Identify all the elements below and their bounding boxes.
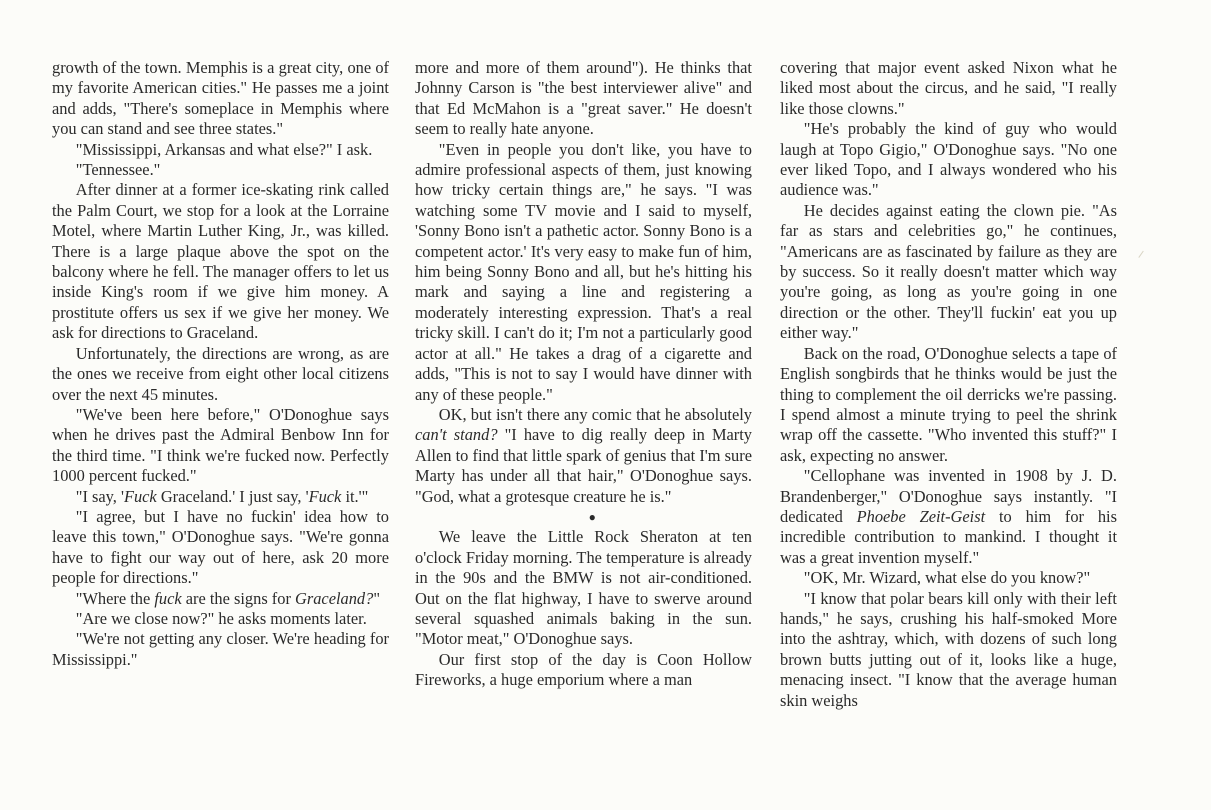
italic-text: fuck	[154, 588, 182, 608]
paragraph	[780, 466, 1117, 568]
text-run: "Where the	[75, 588, 155, 608]
text-run: "I have to dig really deep in Marty Allen to find that little spark of genius that I'm sure Marty has under all that hair," O'Donoghue says. "God, what a grotesque creature he is."	[415, 425, 752, 506]
text-run: "Cellophane was invented in 1908 by J. D. Brandenberger," O'Donoghue says instantly. "I dedicated	[780, 466, 1117, 526]
paragraph	[52, 140, 389, 160]
text-run: "I know that polar bears kill only with their left hands," he says, crushing his half-smoked More into the ashtray, which, with dozens of such long brown butts jutting out of it, looks like a huge, menacing insect. "I know that the average human skin weighs	[780, 588, 1117, 710]
text-run: growth of the town. Memphis is a great city, one of my favorite American cities." He passes me a joint and adds, "There's someplace in Memphis where you can stand and see three states."	[52, 58, 389, 139]
italic-text: Graceland?	[295, 588, 374, 608]
text-run: He decides against eating the clown pie. "As far as stars and celebrities go," he continues, "Americans are as fascinated by failure as they are by success. So it really doesn't matter which way you're going, as long as you're going in one direction or the other. They'll fuckin' eat you up either way."	[780, 200, 1117, 343]
paragraph	[780, 119, 1117, 201]
text-run: "I agree, but I have no fuckin' idea how to leave this town," O'Donoghue says. "We're gonna have to fight our way out of here, ask 20 more people for directions."	[52, 506, 389, 588]
text-run: "We've been here before," O'Donoghue says when he drives past the Admiral Benbow Inn for the third time. "I think we're fucked now. Perfectly 1000 percent fucked."	[52, 404, 389, 486]
paragraph	[415, 650, 752, 691]
paragraph	[780, 201, 1117, 344]
paragraph	[415, 140, 752, 405]
italic-text: Phoebe Zeit-Geist	[856, 506, 986, 526]
text-run: Unfortunately, the directions are wrong, as are the ones we receive from eight other local citizens over the next 45 minutes.	[52, 343, 389, 404]
text-run: it.'"	[341, 486, 369, 506]
paragraph	[780, 58, 1117, 119]
text-run: "He's probably the kind of guy who would laugh at Topo Gigio," O'Donoghue says. "No one ever liked Topo, and I always wondered who his audience was."	[780, 119, 1117, 200]
text-column-1	[52, 58, 389, 670]
text-run: "We're not getting any closer. We're heading for Mississippi."	[52, 629, 389, 669]
paragraph	[415, 527, 752, 649]
text-run: "	[373, 588, 381, 608]
text-run: ●	[588, 509, 596, 524]
paragraph	[52, 507, 389, 589]
italic-text: can't stand?	[415, 425, 498, 445]
text-run: more and more of them around"). He thinks that Johnny Carson is "the best interviewer alive" and that Ed McMahon is a "great saver." He doesn't seem to really hate anyone.	[415, 58, 752, 139]
paragraph	[52, 344, 389, 405]
text-run: We leave the Little Rock Sheraton at ten o'clock Friday morning. The temperature is already in the 90s and the BMW is not air-conditioned. Out on the flat highway, I have to swerve around several squashed animals baking in the sun. "Motor meat," O'Donoghue says.	[415, 527, 752, 649]
section-break-bullet	[415, 507, 752, 527]
text-column-2	[415, 58, 752, 691]
text-run: "Tennessee."	[75, 160, 161, 180]
text-column-3	[780, 58, 1117, 711]
text-run: to him for his incredible contribution to mankind. I thought it was a great invention myself."	[780, 506, 1117, 567]
paragraph	[415, 58, 752, 140]
paragraph	[52, 160, 389, 180]
text-run: covering that major event asked Nixon what he liked most about the circus, and he said, "I really like those clowns."	[780, 58, 1117, 118]
text-run: Graceland.' I just say, '	[156, 486, 309, 506]
paragraph	[52, 589, 389, 609]
paragraph	[52, 487, 389, 507]
text-run: "Mississippi, Arkansas and what else?" I ask.	[75, 139, 373, 159]
paragraph	[52, 609, 389, 629]
paragraph	[52, 629, 389, 670]
text-run: Back on the road, O'Donoghue selects a tape of English songbirds that he thinks would be just the thing to complement the oil derricks we're passing. I spend almost a minute trying to peel the shrink wrap off the cassette. "Who invented this stuff?" I ask, expecting no answer.	[780, 343, 1117, 465]
italic-text: Fuck	[308, 486, 342, 506]
text-run: OK, but isn't there any comic that he absolutely	[438, 404, 752, 424]
paragraph	[52, 180, 389, 343]
paragraph	[780, 589, 1117, 711]
text-run: Our first stop of the day is Coon Hollow Fireworks, a huge emporium where a man	[415, 649, 752, 690]
text-run: After dinner at a former ice-skating rink called the Palm Court, we stop for a look at the Lorraine Motel, where Martin Luther King, Jr., was killed. There is a large plaque above the spot on the balcony where he fell. The manager offers to let us inside King's room if we give him money. A prostitute offers us sex if we give her money. We ask for directions to Graceland.	[52, 180, 389, 343]
text-run: "I say, '	[75, 486, 124, 506]
paragraph	[52, 405, 389, 487]
text-run: are the signs for	[181, 588, 296, 608]
text-run: "Are we close now?" he asks moments later.	[75, 608, 367, 628]
paragraph	[780, 344, 1117, 466]
print-speck	[1138, 251, 1148, 262]
text-run: "Even in people you don't like, you have to admire professional aspects of them, just knowing how tricky certain things are," he says. "I was watching some TV movie and I said to myself, 'Sonny Bono isn't a pathetic actor. Sonny Bono is a competent actor.' It's very easy to make fun of him, him being Sonny Bono and all, but he's hitting his mark and saying a line and registering a moderately interesting expression. That's a real tricky skill. I can't do it; I'm not a particularly good actor at all." He takes a drag of a cigarette and adds, "This is not to say I would have dinner with any of these people."	[415, 139, 752, 404]
text-run: "OK, Mr. Wizard, what else do you know?"	[803, 568, 1091, 588]
paragraph	[780, 568, 1117, 588]
paragraph	[415, 405, 752, 507]
paragraph	[52, 58, 389, 140]
italic-text: Fuck	[123, 486, 157, 506]
